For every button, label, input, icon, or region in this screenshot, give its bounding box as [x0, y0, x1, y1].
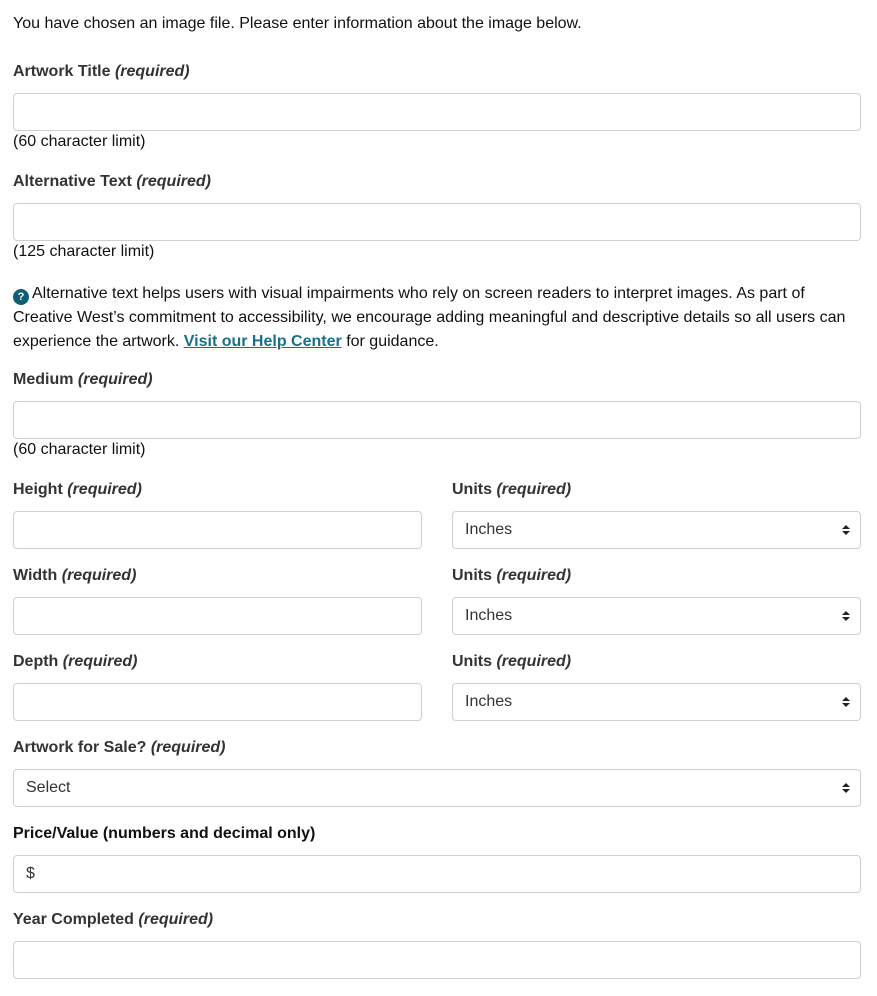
alt-text-help: ? Alternative text helps users with visual impairments who rely on screen readers to interpret images. As part of Creative West’s commitment to accessibility, we encourage adding meaningful and descriptive details so all users can experience the artwork. Visit our Help Center for guidance. [13, 285, 846, 350]
year-completed-label: Year Completed (required) [13, 911, 214, 928]
height-input[interactable] [13, 511, 422, 549]
price-label: Price/Value (numbers and decimal only) [13, 825, 316, 842]
width-input[interactable] [13, 597, 422, 635]
question-circle-icon: ? [13, 289, 29, 305]
select-arrows-icon [842, 611, 850, 621]
help-center-link[interactable]: Visit our Help Center [183, 333, 342, 350]
height-label: Height (required) [13, 481, 142, 498]
depth-label: Depth (required) [13, 653, 138, 670]
width-label: Width (required) [13, 567, 137, 584]
alt-text-input[interactable] [13, 203, 861, 241]
artwork-title-input[interactable] [13, 93, 861, 131]
for-sale-select[interactable]: Select [13, 769, 861, 807]
depth-units-label: Units (required) [452, 653, 572, 670]
artwork-title-label: Artwork Title (required) [13, 63, 190, 80]
width-units-select[interactable]: Inches [452, 597, 861, 635]
medium-label: Medium (required) [13, 371, 153, 388]
width-units-label: Units (required) [452, 567, 572, 584]
select-arrows-icon [842, 783, 850, 793]
depth-input[interactable] [13, 683, 422, 721]
select-arrows-icon [842, 697, 850, 707]
height-units-label: Units (required) [452, 481, 572, 498]
for-sale-label: Artwork for Sale? (required) [13, 739, 226, 756]
alt-text-label: Alternative Text (required) [13, 173, 211, 190]
alt-text-hint: (125 character limit) [13, 243, 155, 260]
medium-input[interactable] [13, 401, 861, 439]
medium-hint: (60 character limit) [13, 441, 146, 458]
artwork-title-hint: (60 character limit) [13, 133, 146, 150]
year-completed-input[interactable] [13, 941, 861, 979]
depth-units-select[interactable]: Inches [452, 683, 861, 721]
price-input[interactable] [13, 855, 861, 893]
intro-text: You have chosen an image file. Please enter information about the image below. [13, 15, 582, 32]
currency-prefix: $ [26, 865, 35, 882]
height-units-select[interactable]: Inches [452, 511, 861, 549]
select-arrows-icon [842, 525, 850, 535]
